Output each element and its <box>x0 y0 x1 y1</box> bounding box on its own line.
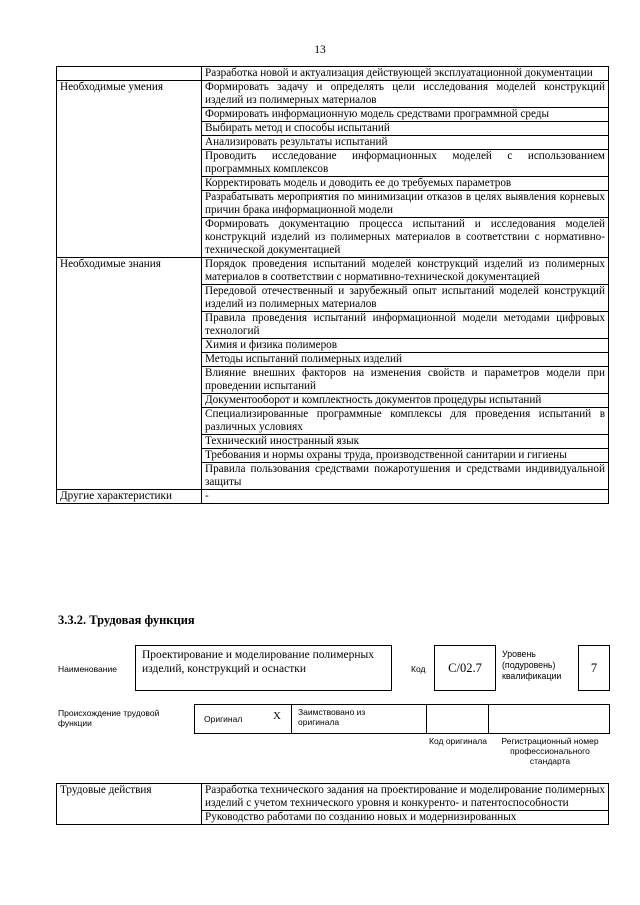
row-item: - <box>202 490 609 504</box>
reg-number-caption: Регистрационный номер профессионального стандарта <box>501 736 599 766</box>
table-row <box>57 67 609 81</box>
original-label: Оригинал <box>204 714 243 724</box>
origin-label: Происхождение трудовой функции <box>58 708 160 728</box>
function-code-box: C/02.7 <box>434 645 496 691</box>
row-category: Необходимые знания <box>57 258 202 490</box>
row-item: Правила пользования средствами пожаротушения и средствами индивидуальной защиты <box>202 463 609 490</box>
table-row <box>57 258 609 285</box>
row-item: Разрабатывать мероприятия по минимизации отказов в целях выявления корневых причин брака информационной модели <box>202 191 609 218</box>
row-item: Правила проведения испытаний информационной модели методами цифровых технологий <box>202 312 609 339</box>
labor-actions-table <box>56 783 609 825</box>
row-item: Проводить исследование информационных моделей с использованием программных комплексов <box>202 150 609 177</box>
name-label: Наименование <box>58 664 117 674</box>
row-item: Технический иностранный язык <box>202 435 609 449</box>
row-item: Требования и нормы охраны труда, производственной санитарии и гигиены <box>202 449 609 463</box>
row-item: Руководство работами по созданию новых и модернизированных <box>202 811 609 825</box>
row-item: Формировать информационную модель средствами программной среды <box>202 108 609 122</box>
row-item: Анализировать результаты испытаний <box>202 136 609 150</box>
row-item: Методы испытаний полимерных изделий <box>202 353 609 367</box>
table-row <box>57 490 609 504</box>
row-item: Формировать документацию процесса испытаний и исследования моделей конструкций изделий из полимерных материалов в соответствии с нормативно-технической документацией <box>202 218 609 258</box>
table-row <box>57 784 609 811</box>
table-row <box>57 81 609 108</box>
requirements-table <box>56 66 609 504</box>
code-original-caption: Код оригинала <box>429 736 487 746</box>
level-label: Уровень (подуровень) квалификации <box>502 649 562 681</box>
row-item: Выбирать метод и способы испытаний <box>202 122 609 136</box>
row-item: Разработка новой и актуализация действующей эксплуатационной документации <box>202 67 609 81</box>
row-item: Влияние внешних факторов на изменения свойств и параметров модели при проведении испытаний <box>202 367 609 394</box>
level-box: 7 <box>578 645 610 691</box>
row-item: Корректировать модель и доводить ее до требуемых параметров <box>202 177 609 191</box>
row-item: Формировать задачу и определять цели исследования моделей конструкций изделий из полимерных материалов <box>202 81 609 108</box>
row-category: Другие характеристики <box>57 490 202 504</box>
code-label: Код <box>411 664 426 674</box>
function-name-box: Проектирование и моделирование полимерных изделий, конструкций и оснастки <box>135 645 392 691</box>
row-category <box>57 67 202 81</box>
row-item: Передовой отечественный и зарубежный опыт испытаний моделей конструкций изделий из полимерных материалов <box>202 285 609 312</box>
row-item: Разработка технического задания на проектирование и моделирование полимерных изделий с учетом технического уровня и конкуренто- и патентоспособности <box>202 784 609 811</box>
row-item: Документооборот и комплектность документов процедуры испытаний <box>202 394 609 408</box>
row-item: Химия и физика полимеров <box>202 339 609 353</box>
row-item: Специализированные программные комплексы для проведения испытаний в различных условиях <box>202 408 609 435</box>
row-category: Необходимые умения <box>57 81 202 258</box>
row-item: Порядок проведения испытаний моделей конструкций изделий из полимерных материалов в соответствии с нормативно-технической документацией <box>202 258 609 285</box>
section-title: 3.3.2. Трудовая функция <box>58 613 195 627</box>
row-category: Трудовые действия <box>57 784 202 825</box>
original-mark: X <box>273 710 281 722</box>
page-number: 13 <box>314 44 326 56</box>
origin-row <box>194 704 610 734</box>
borrowed-label: Заимствовано из оригинала <box>298 707 366 727</box>
